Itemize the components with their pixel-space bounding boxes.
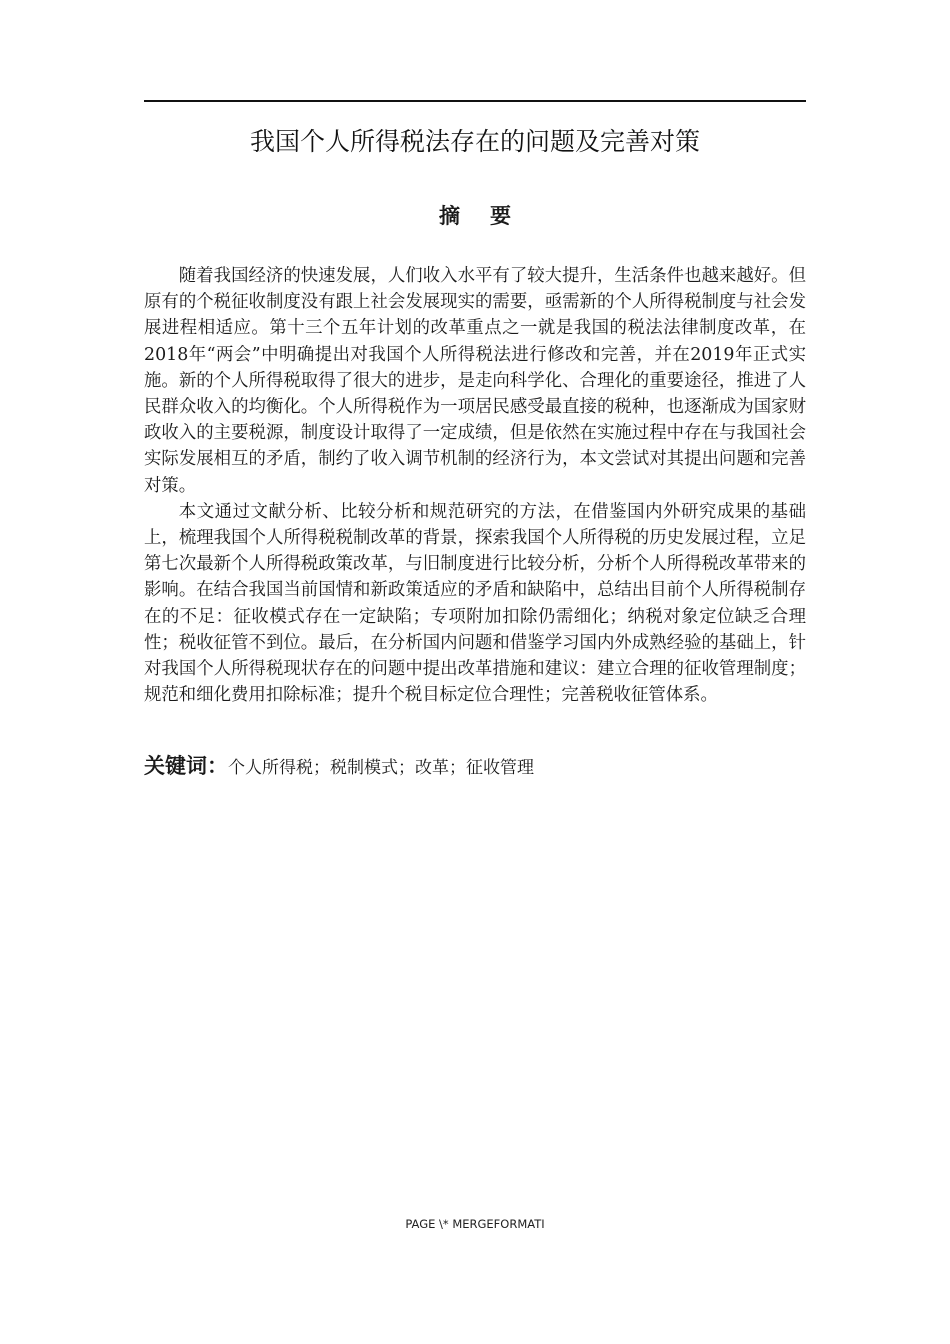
header-rule — [144, 100, 806, 102]
abstract-heading-char-2: 要 — [490, 204, 511, 228]
page-number-field: PAGE \* MERGEFORMATI — [405, 1217, 545, 1231]
page-title: 我国个人所得税法存在的问题及完善对策 — [249, 127, 700, 156]
abstract-heading-char-1: 摘 — [439, 204, 460, 228]
abstract-heading — [144, 200, 806, 232]
abstract-paragraph-2: 本文通过文献分析、比较分析和规范研究的方法，在借鉴国内外研究成果的基础上，梳理我国个人所得税税制改革的背景，探索我国个人所得税的历史发展过程，立足第七次最新个人所得税政策改革，与旧制度进行比较分析，分析个人所得税改革带来的影响。在结合我国当前国情和新政策适应的矛盾和缺陷中，总结出目前个人所得税制存在的不足：征收模式存在一定缺陷；专项附加扣除仍需细化；纳税对象定位缺乏合理性；税收征管不到位。最后，在分析国内问题和借鉴学习国内外成熟经验的基础上，针对我国个人所得税现状存在的问题中提出改革措施和建议：建立合理的征收管理制度；规范和细化费用扣除标准；提升个税目标定位合理性；完善税收征管体系。 — [144, 501, 806, 706]
keywords-text: 个人所得税；税制模式；改革；征收管理 — [228, 758, 534, 778]
abstract-body — [144, 263, 806, 708]
keywords-line — [144, 750, 806, 784]
abstract-paragraph-1: 随着我国经济的快速发展，人们收入水平有了较大提升，生活条件也越来越好。但原有的个税征收制度没有跟上社会发展现实的需要，亟需新的个人所得税制度与社会发展进程相适应。第十三个五年计划的改革重点之一就是我国的税法法律制度改革，在2018年“两会”中明确提出对我国个人所得税法进行修改和完善，并在2019年正式实施。新的个人所得税取得了很大的进步，是走向科学化、合理化的重要途径，推进了人民群众收入的均衡化。个人所得税作为一项居民感受最直接的税种，也逐渐成为国家财政收入的主要税源，制度设计取得了一定成绩，但是依然在实施过程中存在与我国社会实际发展相互的矛盾，制约了收入调节机制的经济行为，本文尝试对其提出问题和完善对策。 — [144, 266, 806, 496]
keywords-label: 关键词： — [144, 754, 228, 778]
